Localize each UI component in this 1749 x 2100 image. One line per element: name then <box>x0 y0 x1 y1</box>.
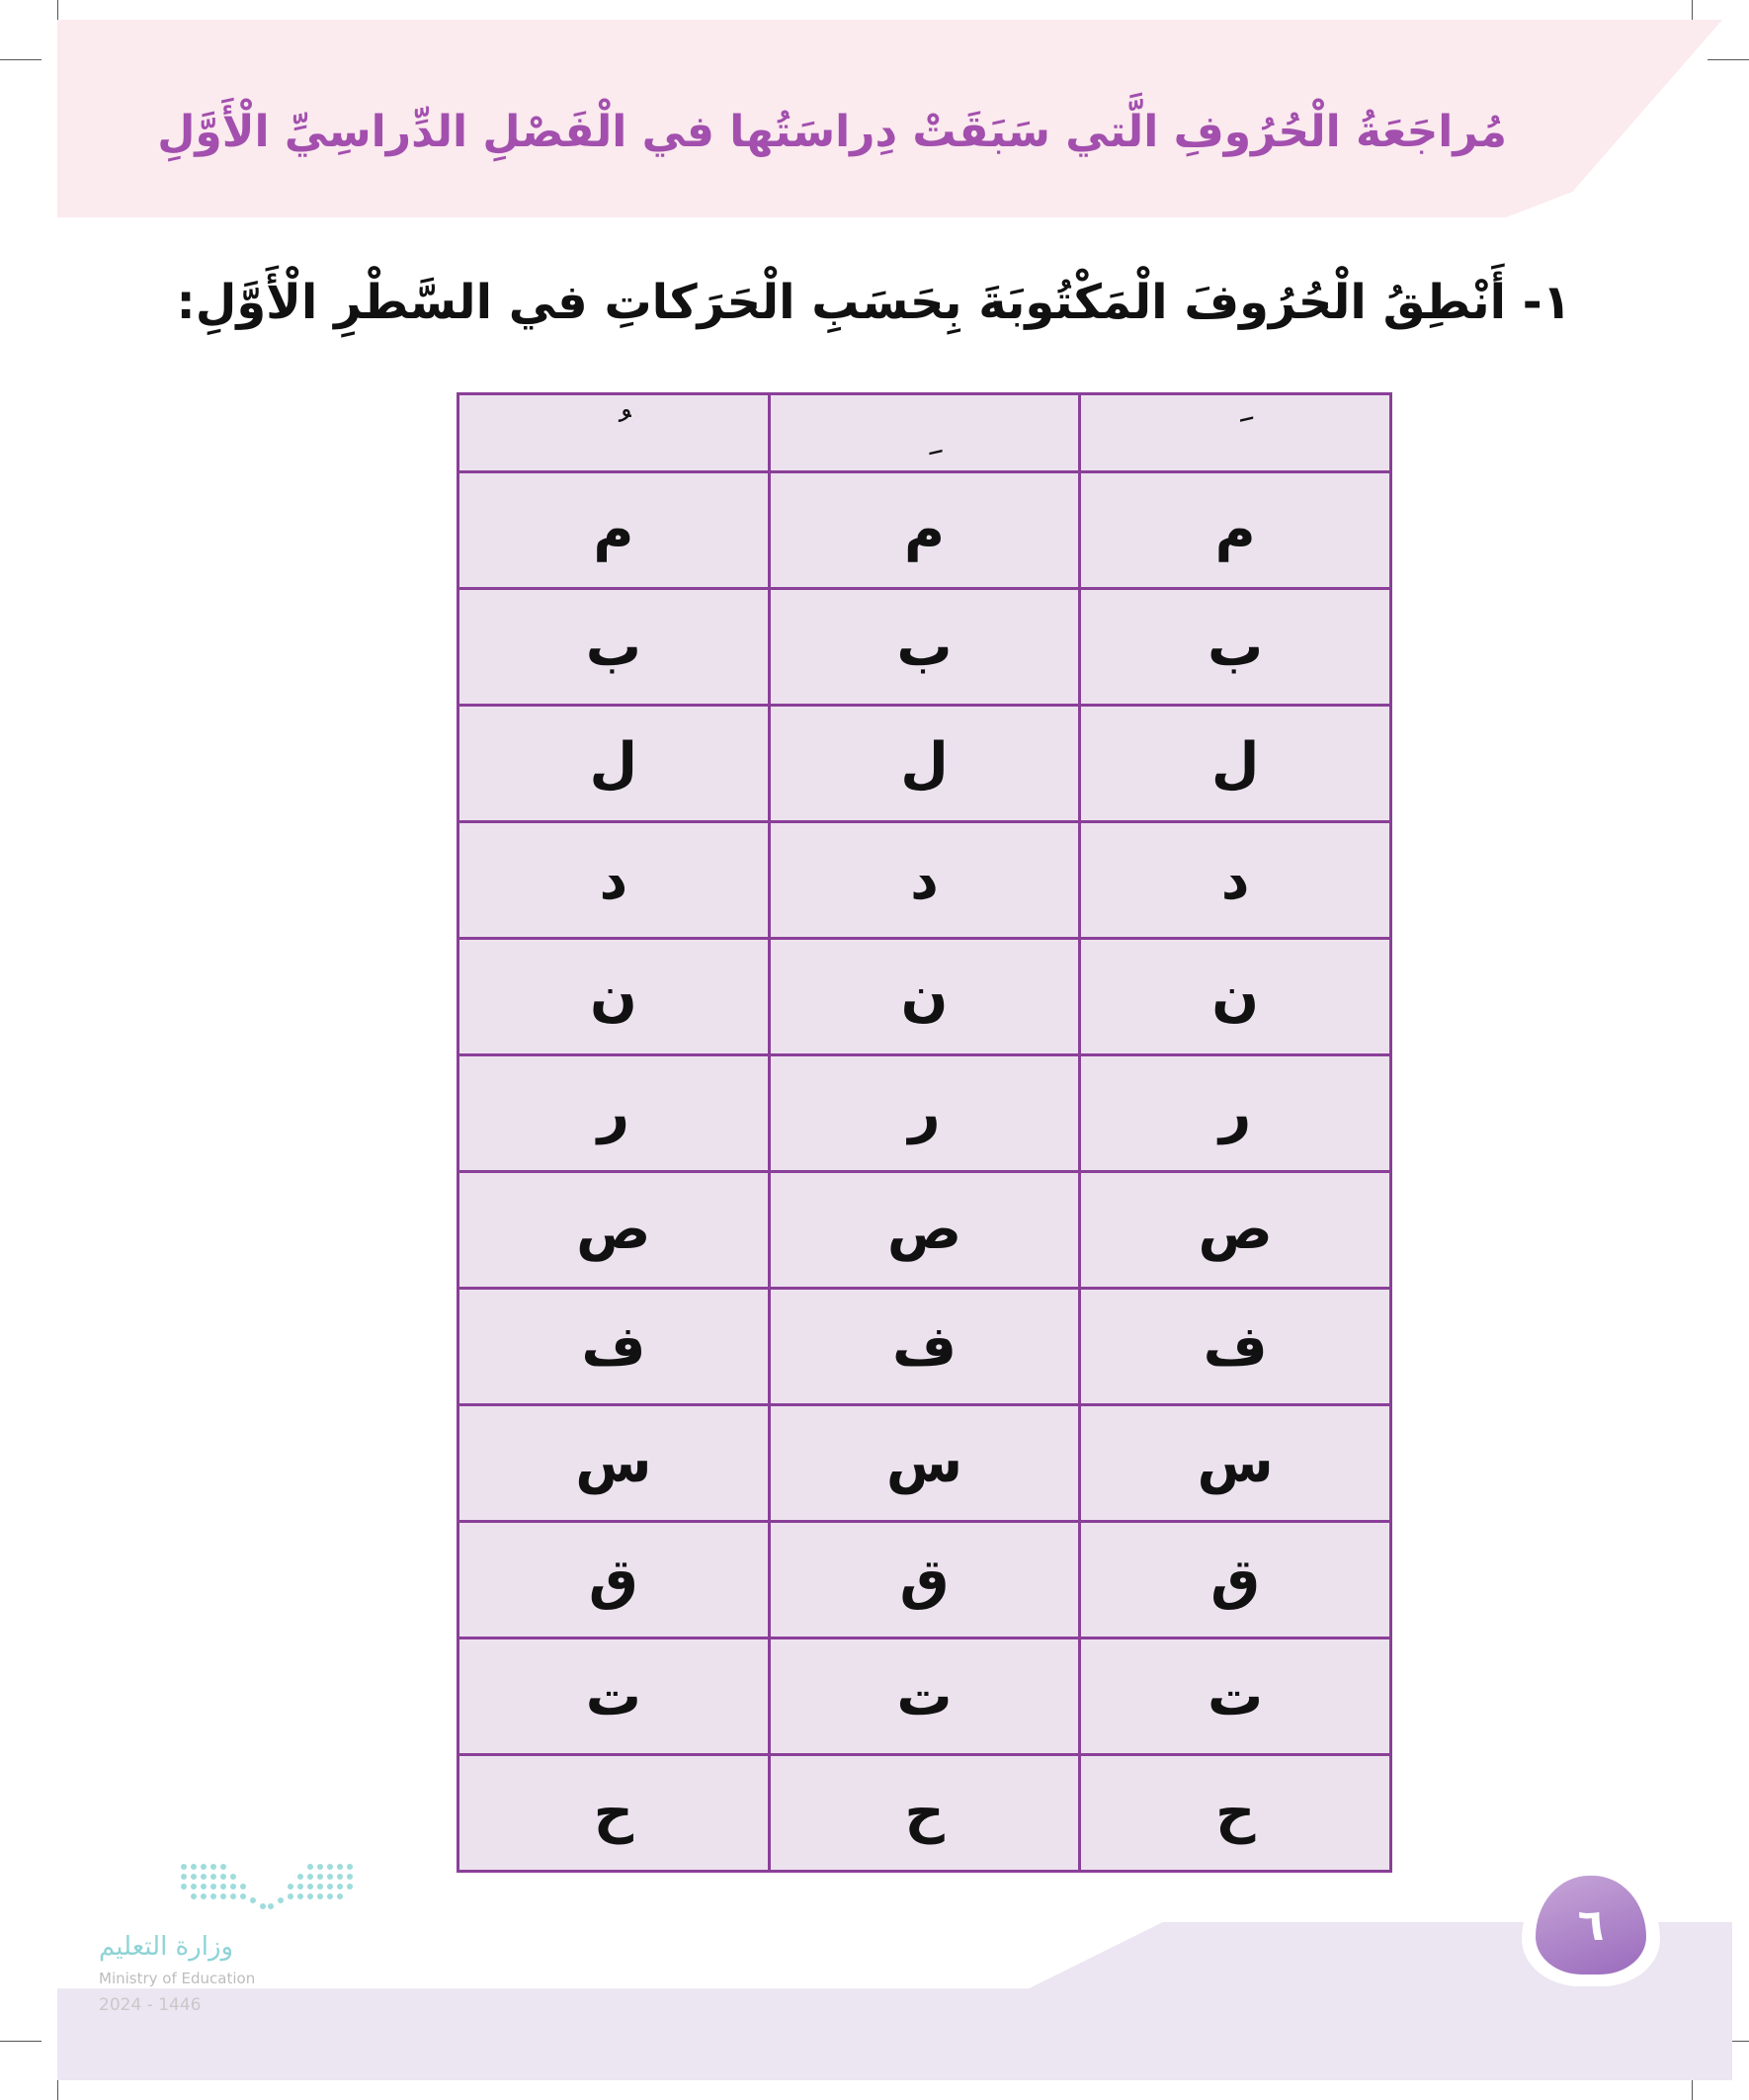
letter-cell: ق <box>769 1522 1080 1638</box>
table-header-row <box>458 394 1391 472</box>
letters-table <box>457 392 1392 1873</box>
table-row <box>458 939 1391 1055</box>
crop-mark <box>0 2041 42 2042</box>
table-row <box>458 1405 1391 1522</box>
letter-cell: ت <box>458 1638 770 1755</box>
letter-cell: ل <box>458 706 770 822</box>
letter-cell: ص <box>458 1172 770 1289</box>
letter-cell: ل <box>1080 706 1391 822</box>
letter-cell: ق <box>458 1522 770 1638</box>
letter-cell: ر <box>458 1055 770 1172</box>
table-row <box>458 706 1391 822</box>
table-row <box>458 589 1391 706</box>
letter-cell: ب <box>769 589 1080 706</box>
table-row <box>458 1755 1391 1872</box>
letter-cell: ص <box>769 1172 1080 1289</box>
diacritic-header-kasra <box>769 394 1080 472</box>
letter-cell: ت <box>1080 1638 1391 1755</box>
letter-cell: س <box>1080 1405 1391 1522</box>
ministry-logo-icon <box>178 1861 356 1915</box>
table-row <box>458 1055 1391 1172</box>
page-title: مُراجَعَةُ الْحُرُوفِ الَّتي سَبَقَتْ دِراسَتُها في الْفَصْلِ الدِّراسِيِّ الْأَوَّلِ <box>157 107 1507 157</box>
letter-cell: س <box>769 1405 1080 1522</box>
letter-cell: د <box>458 822 770 939</box>
letter-cell: ب <box>458 589 770 706</box>
letter-cell: ح <box>769 1755 1080 1872</box>
crop-mark <box>1707 59 1749 60</box>
letter-cell: م <box>769 472 1080 589</box>
letter-cell: ف <box>1080 1289 1391 1405</box>
letter-cell: د <box>769 822 1080 939</box>
ministry-name-arabic: وزارة التعليم <box>99 1932 234 1962</box>
table-row <box>458 822 1391 939</box>
letter-cell: ح <box>1080 1755 1391 1872</box>
letter-cell: ق <box>1080 1522 1391 1638</box>
letter-cell: ن <box>458 939 770 1055</box>
table-row <box>458 472 1391 589</box>
letter-cell: ف <box>769 1289 1080 1405</box>
letter-cell: ر <box>1080 1055 1391 1172</box>
letter-cell: م <box>458 472 770 589</box>
diacritic-header-fatha <box>1080 394 1391 472</box>
ministry-name-english: Ministry of Education <box>99 1970 256 1987</box>
table-row <box>458 1522 1391 1638</box>
letter-cell: ت <box>769 1638 1080 1755</box>
page-number: ٦ <box>1577 1899 1605 1951</box>
letter-cell: ن <box>769 939 1080 1055</box>
edition-year: 2024 - 1446 <box>99 1995 202 2015</box>
letter-cell: ف <box>458 1289 770 1405</box>
table-row <box>458 1638 1391 1755</box>
letter-cell: ل <box>769 706 1080 822</box>
footer-band <box>57 1922 1732 2080</box>
letter-cell: ص <box>1080 1172 1391 1289</box>
table-row <box>458 1289 1391 1405</box>
letter-cell: م <box>1080 472 1391 589</box>
table-row <box>458 1172 1391 1289</box>
letter-cell: ن <box>1080 939 1391 1055</box>
letter-cell: ح <box>458 1755 770 1872</box>
letter-cell: د <box>1080 822 1391 939</box>
letter-cell: ب <box>1080 589 1391 706</box>
letter-cell: س <box>458 1405 770 1522</box>
exercise-instruction: ١- أَنْطِقُ الْحُرُوفَ الْمَكْتُوبَةَ بِحَسَبِ الْحَرَكاتِ في السَّطْرِ الْأَوَّلِ: <box>176 275 1571 330</box>
crop-mark <box>0 59 42 60</box>
diacritic-header-damma <box>458 394 770 472</box>
letter-cell: ر <box>769 1055 1080 1172</box>
